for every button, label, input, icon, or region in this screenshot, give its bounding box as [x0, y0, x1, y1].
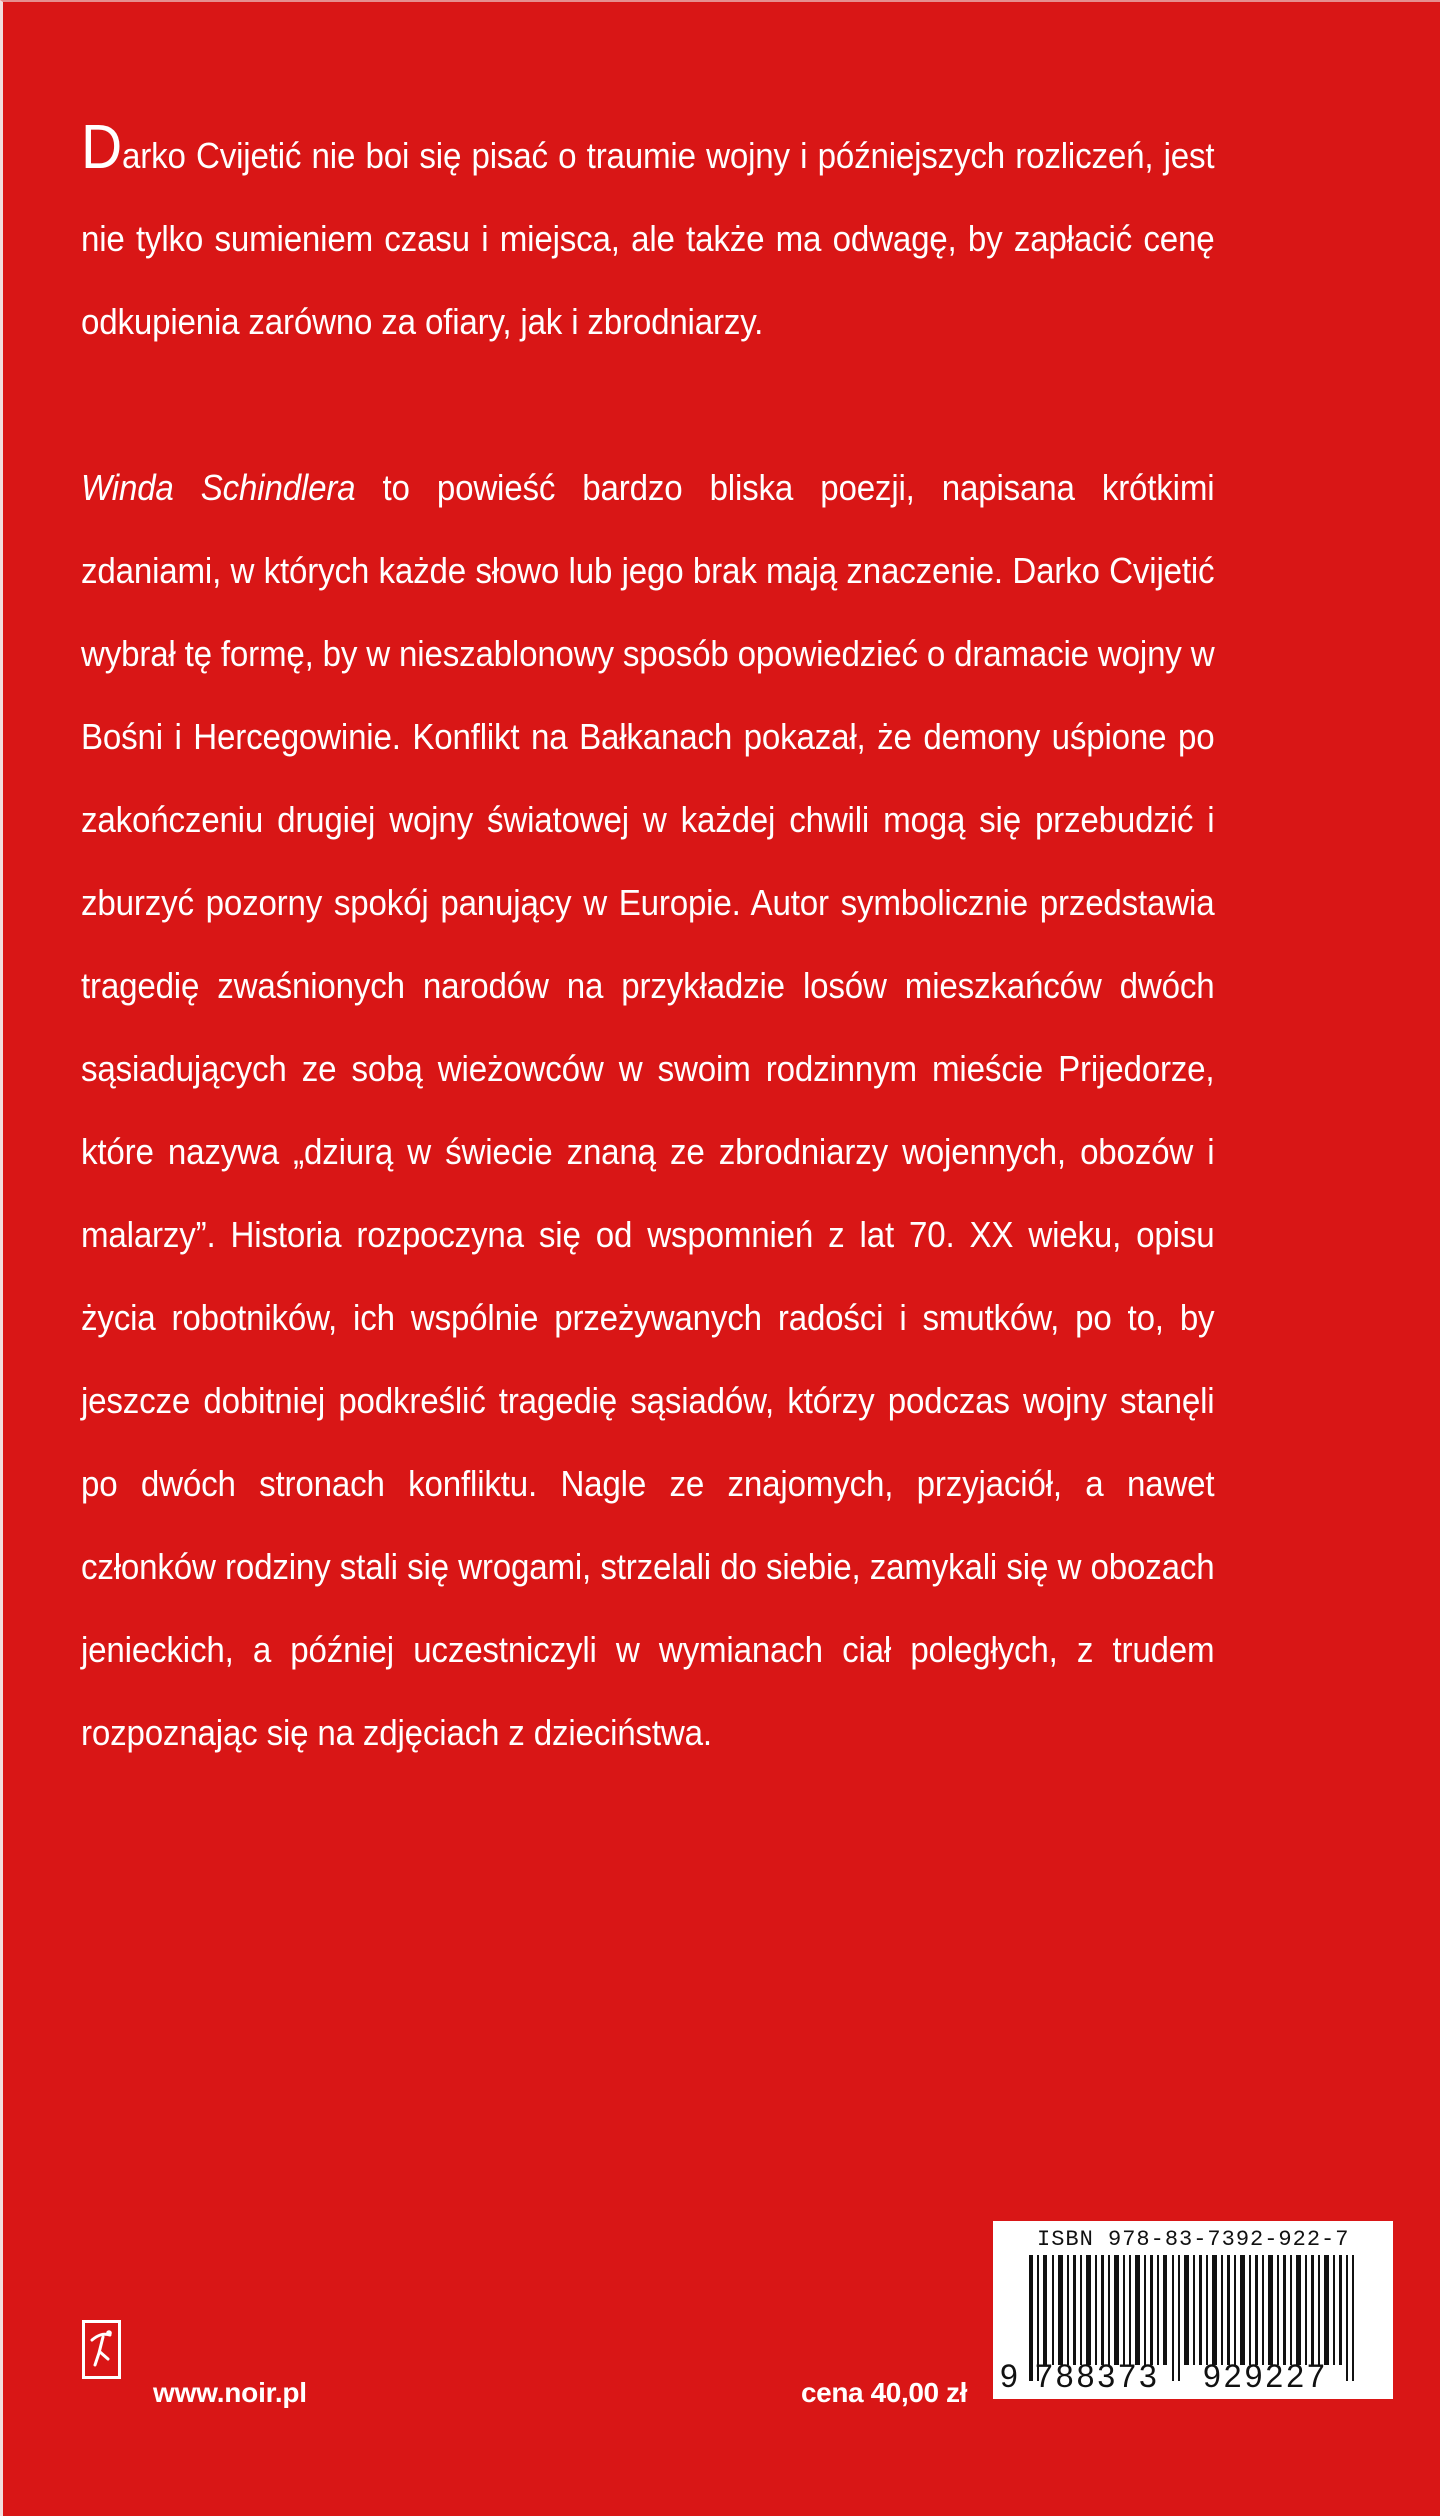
- blurb-paragraph-2-text: to powieść bardzo bliska poezji, napisana krótkimi zdaniami, w których każde słowo lub jego brak mają znaczenie. Darko Cvijetić wybrał tę formę, by w nieszablonowy sposób opowiedzieć o dramacie wojny w Bośni i Hercegowinie. Konflikt na Bałkanach pokazał, że demony uśpione po zakończeniu drugiej wojny światowej w każdej chwili mogą się przebudzić i zburzyć pozorny spokój panujący w Europie. Autor symbolicznie przedstawia tragedię zwaśnionych narodów na przykładzie losów mieszkańców dwóch sąsiadujących ze sobą wieżowców w swoim rodzinnym mieście Prijedorze, które nazywa „dziurą w świecie znaną ze zbrodniarzy wojennych, obozów i malarzy”. Historia rozpoczyna się od wspomnień z lat 70. XX wieku, opisu życia robotników, ich wspólnie przeżywanych radości i smutków, po to, by jeszcze dobitniej podkreślić tragedię sąsiadów, którzy podczas wojny stanęli po dwóch stronach konfliktu. Nagle ze znajomych, przyjaciół, a nawet członków rodziny stali się wrogami, strzelali do siebie, zamykali się w obozach jenieckich, a później uczestniczyli w wymianach ciał poległych, z trudem rozpoznając się na zdjęciach z dzieciństwa.: [81, 467, 1215, 1753]
- book-blurb: [81, 114, 1214, 1774]
- barcode-digit-group-2: 929227: [1203, 2358, 1328, 2394]
- barcode-lead-digit: 9: [1000, 2358, 1018, 2394]
- isbn-label: ISBN 978-83-7392-922-7: [1037, 2227, 1350, 2252]
- blurb-paragraph-2: [81, 446, 1214, 1774]
- publisher-website: www.noir.pl: [153, 2377, 307, 2408]
- blurb-paragraph-1: [81, 114, 1214, 363]
- publisher-logo-mark-icon: [86, 2325, 117, 2374]
- book-price: cena 40,00 zł: [801, 2377, 968, 2408]
- barcode-digit-group-1: 788373: [1035, 2358, 1160, 2394]
- barcode-digits: [993, 2359, 1393, 2393]
- isbn-barcode: [993, 2221, 1393, 2399]
- blurb-paragraph-1-text: arko Cvijetić nie boi się pisać o traumie wojny i późniejszych rozliczeń, jest nie tylko sumieniem czasu i miejsca, ale także ma odwagę, by zapłacić cenę odkupienia zarówno za ofiary, jak i zbrodniarzy.: [81, 135, 1215, 342]
- drop-cap-letter: D: [81, 113, 123, 182]
- noir-publisher-logo-icon: [82, 2320, 121, 2379]
- book-title-italic: Winda Schindlera: [81, 467, 356, 508]
